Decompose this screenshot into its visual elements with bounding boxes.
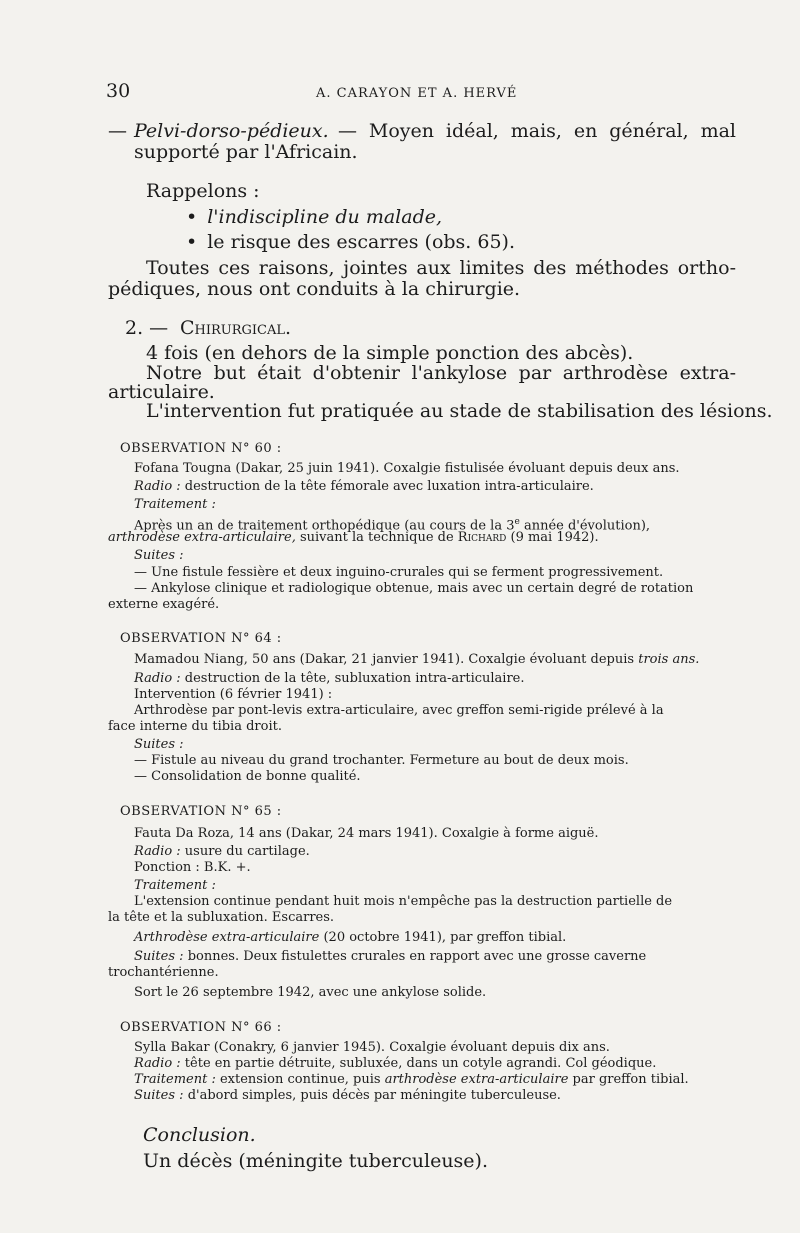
obs-64-suite-1: — Fistule au niveau du grand trochanter. Fermeture au bout de deux mois. [134, 753, 629, 768]
obs-64-title: OBSERVATION N° 64 : [120, 631, 282, 646]
running-header: A. CARAYON ET A. HERVÉ [316, 86, 518, 101]
obs-60-traitement-line-2: arthrodèse extra-articulaire, suivant la technique de Richard (9 mai 1942). [108, 530, 599, 545]
obs-66-traitement: Traitement : extension continue, puis arthrodèse extra-articulaire par greffon tibial. [134, 1072, 689, 1087]
section-title: Chirurgical. [180, 317, 292, 339]
pelvi-title: Pelvi-dorso-pédieux. [134, 120, 329, 142]
bullet-escarres: • le risque des escarres (obs. 65). [186, 232, 515, 252]
bullet-indiscipline: • l'indiscipline du malade, [186, 207, 442, 227]
obs-60-suites-label: Suites : [134, 548, 184, 563]
obs-60-radio: Radio : destruction de la tête fémorale avec luxation intra-articulaire. [134, 479, 594, 494]
obs-65-suites-line-2: trochantérienne. [108, 965, 219, 980]
obs-60-patient: Fofana Tougna (Dakar, 25 juin 1941). Coxalgie fistulisée évoluant depuis deux ans. [134, 461, 680, 476]
obs-65-title: OBSERVATION N° 65 : [120, 804, 282, 819]
obs-65-traitement-label: Traitement : [134, 878, 216, 893]
obs-64-patient: Mamadou Niang, 50 ans (Dakar, 21 janvier 1941). Coxalgie évoluant depuis trois ans. [134, 652, 700, 667]
section-number: 2. — [125, 317, 169, 339]
obs-65-arthrodese: Arthrodèse extra-articulaire (20 octobre 1941), par greffon tibial. [134, 930, 567, 945]
obs-66-radio: Radio : tête en partie détruite, subluxée, dans un cotyle agrandi. Col géodique. [134, 1056, 657, 1071]
obs-60-suite-3: externe exagéré. [108, 597, 220, 612]
toutes-line-1: Toutes ces raisons, jointes aux limites des méthodes ortho- [146, 257, 736, 279]
conclusion-text: Un décès (méningite tuberculeuse). [143, 1150, 488, 1172]
pelvi-text-line-2: supporté par l'Africain. [134, 141, 358, 163]
obs-65-extension-line-2: la tête et la subluxation. Escarres. [108, 910, 335, 925]
pelvi-dash: — [108, 120, 127, 142]
obs-60-title: OBSERVATION N° 60 : [120, 441, 282, 456]
section-line-2: Notre but était d'obtenir l'ankylose par arthrodèse extra- [146, 362, 736, 384]
rappelons: Rappelons : [146, 180, 260, 202]
obs-66-suites: Suites : d'abord simples, puis décès par méningite tuberculeuse. [134, 1088, 561, 1103]
page-number: 30 [106, 80, 131, 102]
obs-64-suites-label: Suites : [134, 737, 184, 752]
obs-65-ponction: Ponction : B.K. +. [134, 860, 251, 875]
obs-65-radio: Radio : usure du cartilage. [134, 844, 310, 859]
obs-65-suites-line-1: Suites : bonnes. Deux fistulettes crurales en rapport avec une grosse caverne [134, 949, 647, 964]
obs-60-traitement-label: Traitement : [134, 497, 216, 512]
section-line-1: 4 fois (en dehors de la simple ponction des abcès). [146, 342, 634, 364]
obs-64-arthrodese-line-1: Arthrodèse par pont-levis extra-articulaire, avec greffon semi-rigide prélevé à la [134, 703, 664, 718]
conclusion-title: Conclusion. [143, 1124, 256, 1146]
obs-64-arthrodese-line-2: face interne du tibia droit. [108, 719, 282, 734]
obs-64-suite-2: — Consolidation de bonne qualité. [134, 769, 361, 784]
obs-60-suite-1: — Une fistule fessière et deux inguino-crurales qui se ferment progressivement. [134, 565, 664, 580]
pelvi-text-line-1: — Moyen idéal, mais, en général, mal [338, 120, 736, 142]
obs-66-patient: Sylla Bakar (Conakry, 6 janvier 1945). Coxalgie évoluant depuis dix ans. [134, 1040, 610, 1055]
obs-65-patient: Fauta Da Roza, 14 ans (Dakar, 24 mars 1941). Coxalgie à forme aiguë. [134, 826, 599, 841]
obs-65-extension-line-1: L'extension continue pendant huit mois n'empêche pas la destruction partielle de [134, 894, 673, 909]
obs-60-traitement-line-1: Après un an de traitement orthopédique (au cours de la 3e année d'évolution), [134, 517, 651, 534]
obs-64-intervention: Intervention (6 février 1941) : [134, 687, 333, 702]
section-line-4: L'intervention fut pratiquée au stade de stabilisation des lésions. [146, 400, 773, 422]
obs-65-sort: Sort le 26 septembre 1942, avec une ankylose solide. [134, 985, 487, 1000]
obs-60-suite-2: — Ankylose clinique et radiologique obtenue, mais avec un certain degré de rotation [134, 581, 694, 596]
obs-64-radio: Radio : destruction de la tête, subluxation intra-articulaire. [134, 671, 525, 686]
obs-66-title: OBSERVATION N° 66 : [120, 1020, 282, 1035]
toutes-line-2: pédiques, nous ont conduits à la chirurgie. [108, 278, 521, 300]
section-line-3: articulaire. [108, 381, 215, 403]
